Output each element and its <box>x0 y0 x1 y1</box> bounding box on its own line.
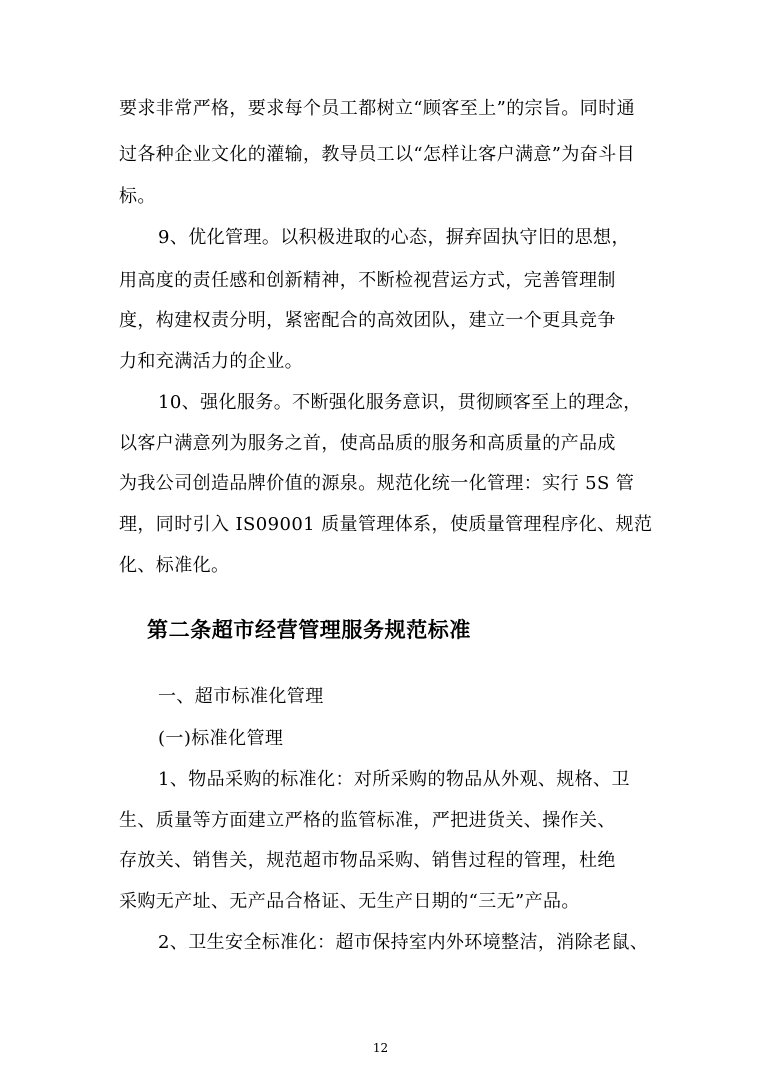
text-line: 生、质量等方面建立严格的监管标准，严把进货关、操作关、 <box>119 810 616 831</box>
text-line: 为我公司创造品牌价值的源泉。规范化统一化管理：实行 5S 管 <box>119 473 635 494</box>
text-line: 用高度的责任感和创新精神，不断检视营运方式，完善管理制 <box>119 270 616 291</box>
text-line: 理，同时引入 IS09001 质量管理体系，使质量管理程序化、规范 <box>119 514 653 535</box>
subsection-title: (一)标准化管理 <box>158 728 284 749</box>
article-heading: 第二条超市经营管理服务规范标准 <box>147 617 471 642</box>
section-title: 一、超市标准化管理 <box>158 686 324 707</box>
text-line: 10、强化服务。不断强化服务意识，贯彻顾客至上的理念， <box>158 392 642 413</box>
text-line: 9、优化管理。以积极进取的心态，摒弃固执守旧的思想， <box>158 227 630 248</box>
text-line: 1、物品采购的标准化：对所采购的物品从外观、规格、卫 <box>158 769 630 790</box>
text-line: 要求非常严格，要求每个员工都树立“顾客至上”的宗旨。同时通 <box>119 98 636 119</box>
text-line: 采购无产址、无产品合格证、无生产日期的“三无”产品。 <box>119 891 580 912</box>
text-line: 过各种企业文化的灌输，教导员工以“怎样让客户满意”为奋斗目 <box>119 144 636 165</box>
text-line: 力和充满活力的企业。 <box>119 351 303 372</box>
text-line: 以客户满意列为服务之首，使高品质的服务和高质量的产品成 <box>119 433 616 454</box>
text-line: 化、标准化。 <box>119 555 230 576</box>
page-number: 12 <box>372 1041 389 1055</box>
text-line: 度，构建权责分明，紧密配合的高效团队，建立一个更具竞争 <box>119 310 616 331</box>
text-line: 2、卫生安全标准化：超市保持室内外环境整洁，消除老鼠、 <box>158 932 649 953</box>
text-line: 标。 <box>119 186 156 207</box>
text-line: 存放关、销售关，规范超市物品采购、销售过程的管理，杜绝 <box>119 850 616 871</box>
